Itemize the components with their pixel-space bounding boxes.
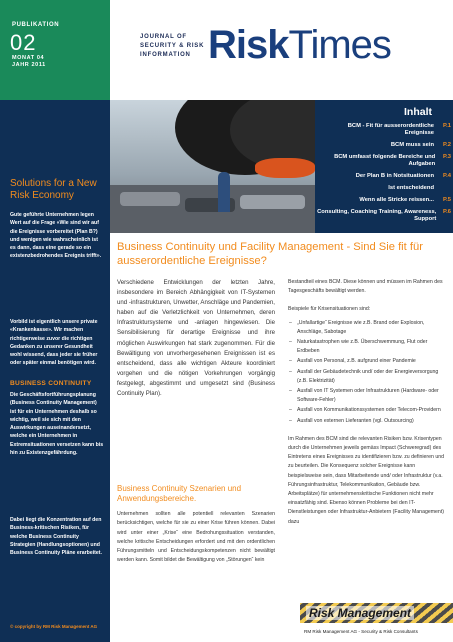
table-of-contents [315,100,453,233]
toc-item-text: Consulting, Coaching Training, Awareness, Support [317,209,437,222]
col2-list-intro: Beispiele für Krisensituationen sind: [288,306,371,313]
sidebar-headline: Solutions for a New Risk Economy [10,178,97,201]
list-item: – Ausfall der Gebäudetechnik und/ oder der Energieversorgung (z.B. Elektrizität) [288,368,446,386]
journal-line-1: JOURNAL OF [140,34,187,40]
year-line: JAHR 2011 [12,62,46,68]
sidebar-paragraph-3: Die Geschäftsfortführungsplanung (Business Continuity Management) ist für ein Unternehmen deshalb so wichtig, weil sie sich mit den Auswirkungen auseinandersetzt, welche ein Unternehmen in Extremsituationen versetzen kann bis hin zu Existenzgefährdung. [10,392,104,457]
issue-number: 02 [10,30,37,55]
logo-tagline: RM Risk Management AG - Security & Risk Consultants [304,629,418,634]
sidebar-paragraph-1: Gute geführte Unternehmen legen Wert auf die Frage «Wie sind wir auf die Ereignisse vorbereitet (Plan B?) und wenigen wie wahrscheinlich ist es dann, dass eine gerade so ein existenzbedrohendes Ereignis trifft». [10,212,102,260]
risktimes-logo [208,23,391,67]
toc-item-page: P.2 [443,142,451,148]
list-item: – Ausfall von IT Systemen oder Infrastrukturen (Hardware- oder Software-Fehler) [288,387,446,405]
journal-line-3: INFORMATION [140,52,191,58]
month-line: MONAT 04 [12,55,45,61]
toc-item-page: P.3 [443,154,451,160]
col2-intro: Bestandteil eines BCM. Diese können und müssen im Rahmen des Tagesgeschäfts bewältigt werden. [288,279,443,295]
masthead [0,0,453,100]
toc-item-text: Der Plan B in Notsituationen [355,173,434,179]
toc-item[interactable] [317,209,451,223]
list-item: – „Unfallartige“ Ereignisse wie z.B. Brand oder Explosion, Anschläge, Sabotage [288,319,446,337]
crisis-list [288,319,446,426]
toc-item[interactable] [317,123,451,137]
toc-item-text: BCM - Fit für ausserordentliche Ereignisse [347,123,435,136]
logo-name: Risk Management [306,606,414,620]
list-item: – Ausfall von Kommunikationssystemen oder Telecom-Providern [288,406,446,415]
sidebar-paragraph-2: Vorbild ist eigentlich unsere private «Krankenkasse». Wir machen richtigerweise zuvor die richtigen Gedanken zu unserer Gesundheit wohl wissend, dass jeder sie früher oder später einmal benötigen wird. [10,319,98,367]
toc-item[interactable] [317,173,451,180]
logo-times: Times [288,23,391,67]
toc-item-text: BCM umfasst folgende Bereiche und Aufgaben [334,154,436,167]
journal-line-2: SECURITY & RISK [140,43,205,49]
toc-item-page: P.6 [443,209,451,215]
list-item: – Ausfall von externen Lieferanten (vgl. Outsourcing) [288,417,446,426]
sidebar-paragraph-4: Dabei liegt die Konzentration auf den Business-kritischen Risiken, für welche Business Continuity Strategien (Handlungsoptionen) und Business Continuity Pläne erarbeitet. [10,517,102,557]
toc-item-page: P.1 [443,123,451,129]
toc-item-text: BCM muss sein [390,142,434,148]
toc-item-text: Wenn alle Stricke reissen... [359,197,434,203]
toc-item-text: Ist entscheidend [388,185,434,191]
article-column-2 [288,278,446,536]
copyright: © copyright by RM Risk Management AG [10,624,98,629]
toc-item[interactable] [317,185,451,192]
article-column-1-continued: Unternehmen sollten alle potentiell relevanten Szenarien berücksichtigen, welche für sie zu einer Krise führen können. Dabei wird unter einer „Krise“ eine Bedrohungssituation verstanden, welche kritische Entscheidungen erfordert und mit den ordentlichen Führungsmitteln und Entscheidungskompetenzen nicht bewältigt werden kann. Somit bildet die Bewältigung von „Störungen“ kein [117,511,275,564]
toc-item[interactable] [317,142,451,149]
article-subhead: Business Continuity Szenarien und Anwendungsbereiche. [117,484,242,503]
list-item: – Naturkatastrophen wie z.B. Überschwemmung, Flut oder Erdbeben [288,338,446,356]
car [120,192,180,206]
sidebar-subhead: BUSINESS CONTINUITY [10,380,92,387]
issue-date [12,55,46,69]
toc-item-page: P.4 [443,173,451,179]
toc-item-page: P.5 [443,197,451,203]
toc-item[interactable] [317,154,451,168]
fire [255,158,315,178]
article-column-1: Verschiedene Entwicklungen der letzten Jahre, insbesondere im Bereich Abhängigkeit von IT-Systemen und -infrastrukturen, Unwetter, Anschläge und Pandemien, haben auf die Verletzlichkeit von Unternehmen, deren Infrastruktursysteme und -anlagen hingewiesen. Die Sensibilisierung für derartige Ereignisse und ihre möglichen Auswirkungen hat stark zugenommen. Für die Bewältigung von unvorhergesehenen Ereignissen ist es entscheidend, dass alle wichtigen Akteure koordiniert vorgehen und die nötigen Vorkehrungen vorgängig festgelegt, abgestimmt und umgesetzt sind (Business Continuity Plan). [117,279,275,398]
toc-list [317,123,451,228]
person [218,172,230,212]
journal-tagline [140,33,204,60]
toc-title: Inhalt [404,106,432,118]
car [240,195,305,209]
toc-item[interactable] [317,197,451,204]
risk-management-logo [300,603,453,642]
toc-item-page [437,185,451,192]
article-title: Business Continuity und Facility Management - Sind Sie fit für ausserordentliche Ereignisse? [117,241,423,267]
col2-paragraph: Im Rahmen des BCM sind die relevanten Risiken bzw. Krisentypen durch die Unternehmen jeweils gemäss Impact (Schweregrad) des Eintretens eines Ereignisses zu identifizieren bzw. zu definieren und zu beurteilen. Die Konsequenz solcher Ereignisse kann beispielsweise sein, dass Mitarbeitende und/ oder Infrastruktur (v.a. Führungsinfrastruktur, Telekommunikation, Gebäude bzw. Arbeitsplätze) für unternehmenskritische Funktionen nicht mehr einsatzfähig sind. Ebenso können Probleme bei den IT-Dienstleistungen oder Infrastruktur-Anbietern (Facility Management) dazu [288,435,445,525]
publication-label: PUBLIKATION [12,22,60,28]
logo-risk: Risk [208,23,289,67]
list-item: – Ausfall von Personal, z.B. aufgrund einer Pandemie [288,357,446,366]
